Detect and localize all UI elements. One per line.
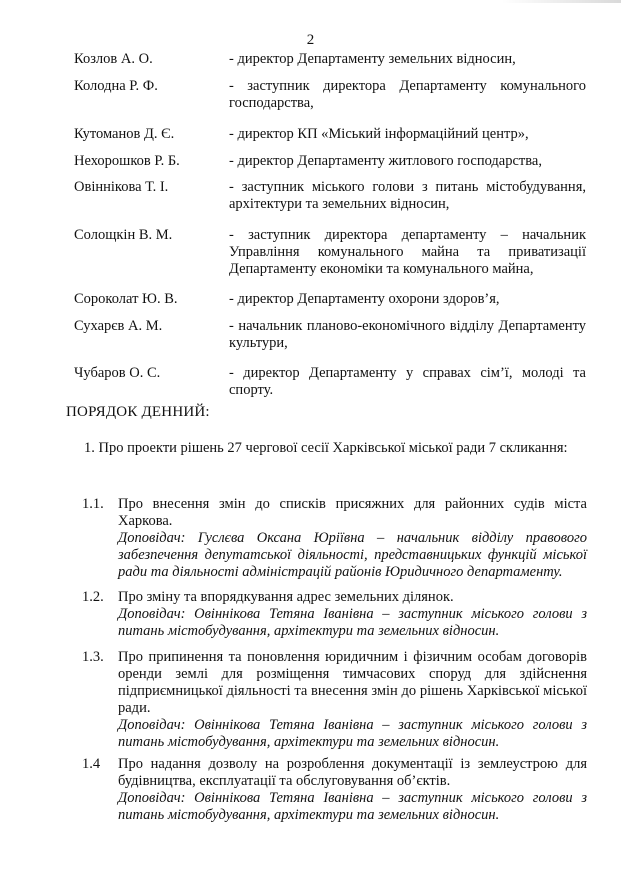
agenda-item-text: Про надання дозволу на розроблення документації із землеустрою для будівництва, експлуатації та обслуговування об’єктів.	[118, 756, 587, 789]
agenda-item-body	[118, 496, 587, 581]
attendee-role: - директор Департаменту у справах сім’ї, молоді та спорту.	[229, 365, 586, 398]
attendee-name: Овіннікова Т. І.	[74, 179, 169, 195]
attendee-name: Чубаров О. С.	[74, 365, 161, 381]
agenda-item-body	[118, 589, 587, 640]
agenda-item-speaker: Доповідач: Гуслєва Оксана Юріївна – начальник відділу правового забезпечення депутатської діяльності, представницьких функцій міської ради та діяльності адміністрацій районів Юридичного департаменту.	[118, 530, 587, 580]
agenda-title: ПОРЯДОК ДЕННИЙ:	[66, 404, 210, 420]
agenda-item-text: Про припинення та поновлення юридичним і фізичним особам договорів оренди землі для розміщення тимчасових споруд для здійснення підприємницької діяльності та внесення змін до рішень Харківської міської ради.	[118, 649, 587, 716]
attendee-role: - директор Департаменту житлового господарства,	[229, 153, 542, 169]
attendee-name: Солощкін В. М.	[74, 227, 173, 243]
attendee-row	[74, 318, 586, 352]
agenda-item	[82, 649, 587, 751]
attendee-name: Козлов А. О.	[74, 51, 153, 67]
attendee-row	[74, 227, 586, 278]
attendee-row	[74, 153, 586, 170]
agenda-item-speaker: Доповідач: Овіннікова Тетяна Іванівна – заступник міського голови з питань містобудування, архітектури та земельних відносин.	[118, 717, 587, 750]
attendee-name: Кутоманов Д. Є.	[74, 126, 175, 142]
attendee-role: - заступник міського голови з питань містобудування, архітектури та земельних відносин,	[229, 179, 586, 212]
attendee-row	[74, 291, 586, 308]
agenda-item-text: Про внесення змін до списків присяжних для районних судів міста Харкова.	[118, 496, 587, 529]
agenda-item	[82, 589, 587, 640]
agenda-item-number: 1.1.	[82, 496, 104, 512]
attendee-list	[74, 51, 586, 399]
agenda-item-text: Про зміну та впорядкування адрес земельних ділянок.	[118, 589, 454, 605]
attendee-row	[74, 365, 586, 399]
agenda-item-speaker: Доповідач: Овіннікова Тетяна Іванівна – заступник міського голови з питань містобудування, архітектури та земельних відносин.	[118, 790, 587, 823]
agenda-item-speaker: Доповідач: Овіннікова Тетяна Іванівна – заступник міського голови з питань містобудування, архітектури та земельних відносин.	[118, 606, 587, 639]
attendee-row	[74, 179, 586, 213]
attendee-row	[74, 51, 586, 68]
attendee-name: Сороколат Ю. В.	[74, 291, 178, 307]
agenda-item	[82, 756, 587, 824]
attendee-role: - директор КП «Міський інформаційний центр»,	[229, 126, 529, 142]
agenda-item-number: 1.2.	[82, 589, 104, 605]
attendee-role: - директор Департаменту земельних відносин,	[229, 51, 516, 67]
agenda-item-body	[118, 756, 587, 824]
attendee-row	[74, 126, 586, 143]
agenda-item	[82, 496, 587, 581]
page-number: 2	[306, 32, 315, 48]
agenda-item-body	[118, 649, 587, 751]
attendee-row	[74, 78, 586, 112]
agenda-item-number: 1.3.	[82, 649, 104, 665]
attendee-role: - заступник директора департаменту – начальник Управління комунального майна та приватизації Департаменту економіки та комунального майна,	[229, 227, 586, 277]
scan-edge-mark	[501, 0, 621, 3]
agenda-intro: 1. Про проекти рішень 27 чергової сесії Харківської міської ради 7 скликання:	[84, 440, 568, 456]
attendee-name: Нехорошков Р. Б.	[74, 153, 180, 169]
attendee-role: - начальник планово-економічного відділу Департаменту культури,	[229, 318, 586, 351]
attendee-name: Сухарєв А. М.	[74, 318, 163, 334]
attendee-role: - заступник директора Департаменту комунального господарства,	[229, 78, 586, 111]
attendee-role: - директор Департаменту охорони здоров’я,	[229, 291, 500, 307]
attendee-name: Колодна Р. Ф.	[74, 78, 158, 94]
agenda-item-number: 1.4	[82, 756, 101, 772]
